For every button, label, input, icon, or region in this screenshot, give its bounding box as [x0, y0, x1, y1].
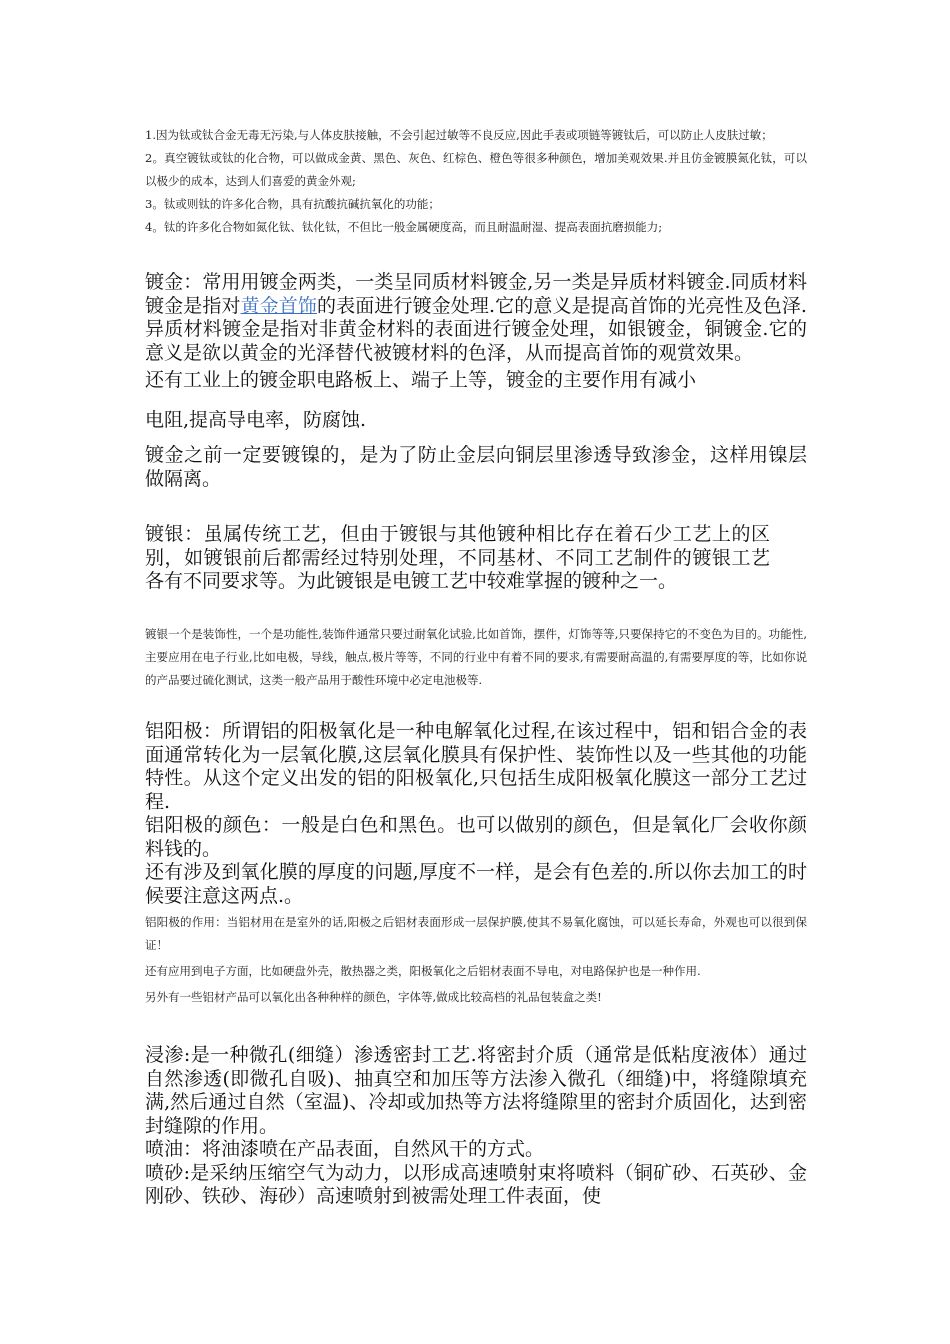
sandblasting-paragraph: 喷砂:是采纳压缩空气为动力，以形成高速喷射束将喷料（铜矿砂、石英砂、金刚砂、铁砂、海砂）高速喷射到被需处理工件表面，使	[145, 1161, 807, 1207]
anodizing-electronics: 还有应用到电子方面，比如硬盘外壳，散热器之类，阳极氧化之后铝材表面不导电，对电路保护也是一种作用.	[145, 964, 701, 978]
gold-text-after: 的表面进行镀金处理.它的意义是提高首饰的光亮性及色泽.异质材料镀金是指对非黄金材料的表面进行镀金处理，如银镀金，铜镀金.它的意义是欲以黄金的光泽替代被镀材料的色泽，从而提高首饰的观赏效果。	[145, 294, 807, 364]
titanium-point-3: 3。钛或则钛的许多化合物，具有抗酸抗碱抗氧化的功能；	[145, 197, 440, 211]
other-processes-section	[145, 1044, 807, 1209]
titanium-point-2: 2。真空镀钛或钛的化合物，可以做成金黄、黑色、灰色、红棕色、橙色等很多种颜色，增加美观效果.并且仿金镀膜氮化钛，可以以极少的成本，达到人们喜爱的黄金外观;	[145, 151, 807, 188]
gold-plating-section	[145, 271, 807, 491]
silver-plating-paragraph: 镀银：虽属传统工艺，但由于镀银与其他镀种相比存在着石少工艺上的区别，如镀银前后都需经过特别处理，不同基材、不同工艺制件的镀银工艺各有不同要求等。为此镀银是电镀工艺中较难掌握的镀种之一。	[145, 523, 770, 592]
gold-industrial-line-1: 还有工业上的镀金职电路板上、端子上等，镀金的主要作用有减小	[145, 369, 697, 391]
anodizing-definition: 铝阳极：所谓铝的阳极氧化是一种电解氧化过程,在该过程中，铝和铝合金的表面通常转化为一层氧化膜,这层氧化膜具有保护性、装饰性以及一些其他的功能特性。从这个定义出发的铝的阳极氧化,只包括生成阳极氧化膜这一部分工艺过程.	[145, 720, 807, 813]
gold-nickel-paragraph: 镀金之前一定要镀镍的，是为了防止金层向铜层里渗透导致渗金，这样用镍层做隔离。	[145, 444, 807, 490]
anodizing-function: 铝阳极的作用：当铝材用在是室外的话,阳极之后铝材表面形成一层保护膜,使其不易氧化腐蚀，可以延长寿命，外观也可以很到保证！	[145, 915, 807, 952]
gold-plating-paragraph	[145, 271, 807, 365]
anodizing-colors: 铝阳极的颜色：一般是白色和黑色。也可以做别的颜色，但是氧化厂会收你颜料钱的。	[145, 814, 807, 860]
titanium-block	[145, 124, 807, 239]
anodizing-section	[145, 720, 807, 1009]
silver-plating-heading-block	[145, 523, 770, 594]
gold-jewelry-link[interactable]: 黄金首饰	[240, 294, 318, 317]
impregnation-paragraph: 浸渗:是一种微孔(细缝）渗透密封工艺.将密封介质（通常是低粘度液体）通过自然渗透(即微孔自吸)、抽真空和加压等方法渗入微孔（细缝)中，将缝隙填充满,然后通过自然（室温)、冷却或加热等方法将缝隙里的密封介质固化，达到密封缝隙的作用。	[145, 1044, 807, 1137]
anodizing-thickness: 还有涉及到氧化膜的厚度的问题,厚度不一样，是会有色差的.所以你去加工的时候要注意这两点.。	[145, 861, 807, 907]
silver-plating-detail: 镀银一个是装饰性，一个是功能性,装饰件通常只要过耐氧化试验,比如首饰，摆件，灯饰等等,只要保持它的不变色为目的。功能性,主要应用在电子行业,比如电极，导线，触点,极片等等，不同的行业中有着不同的要求,有需要耐高温的,有需要厚度的等，比如你说的产品要过硫化测试，这类一般产品用于酸性环境中必定电池极等.	[145, 627, 807, 687]
titanium-point-4: 4。钛的许多化合物如氮化钛、钛化钛，不但比一般金属硬度高，而且耐温耐湿、提高表面抗磨损能力;	[145, 220, 663, 234]
spray-paint-paragraph: 喷油：将油漆喷在产品表面，自然风干的方式。	[145, 1138, 545, 1160]
anodizing-colors-gifts: 另外有一些铝材产品可以氧化出各种种样的颜色，字体等,做成比较高档的礼品包装盒之类!	[145, 990, 602, 1004]
silver-plating-detail-block	[145, 623, 807, 692]
gold-text-before: 镀金：常用用镀金两类，一类呈同质材料镀金,另一类是异质材料镀金.同质材料镀金是指对	[145, 271, 807, 317]
titanium-point-1: 1.因为钛或钛合金无毒无污染,与人体皮肤接触，不会引起过敏等不良反应,因此手表或项链等镀钛后，可以防止人皮肤过敏；	[145, 128, 773, 142]
gold-industrial-line-2: 电阻,提高导电率，防腐蚀.	[145, 408, 367, 431]
